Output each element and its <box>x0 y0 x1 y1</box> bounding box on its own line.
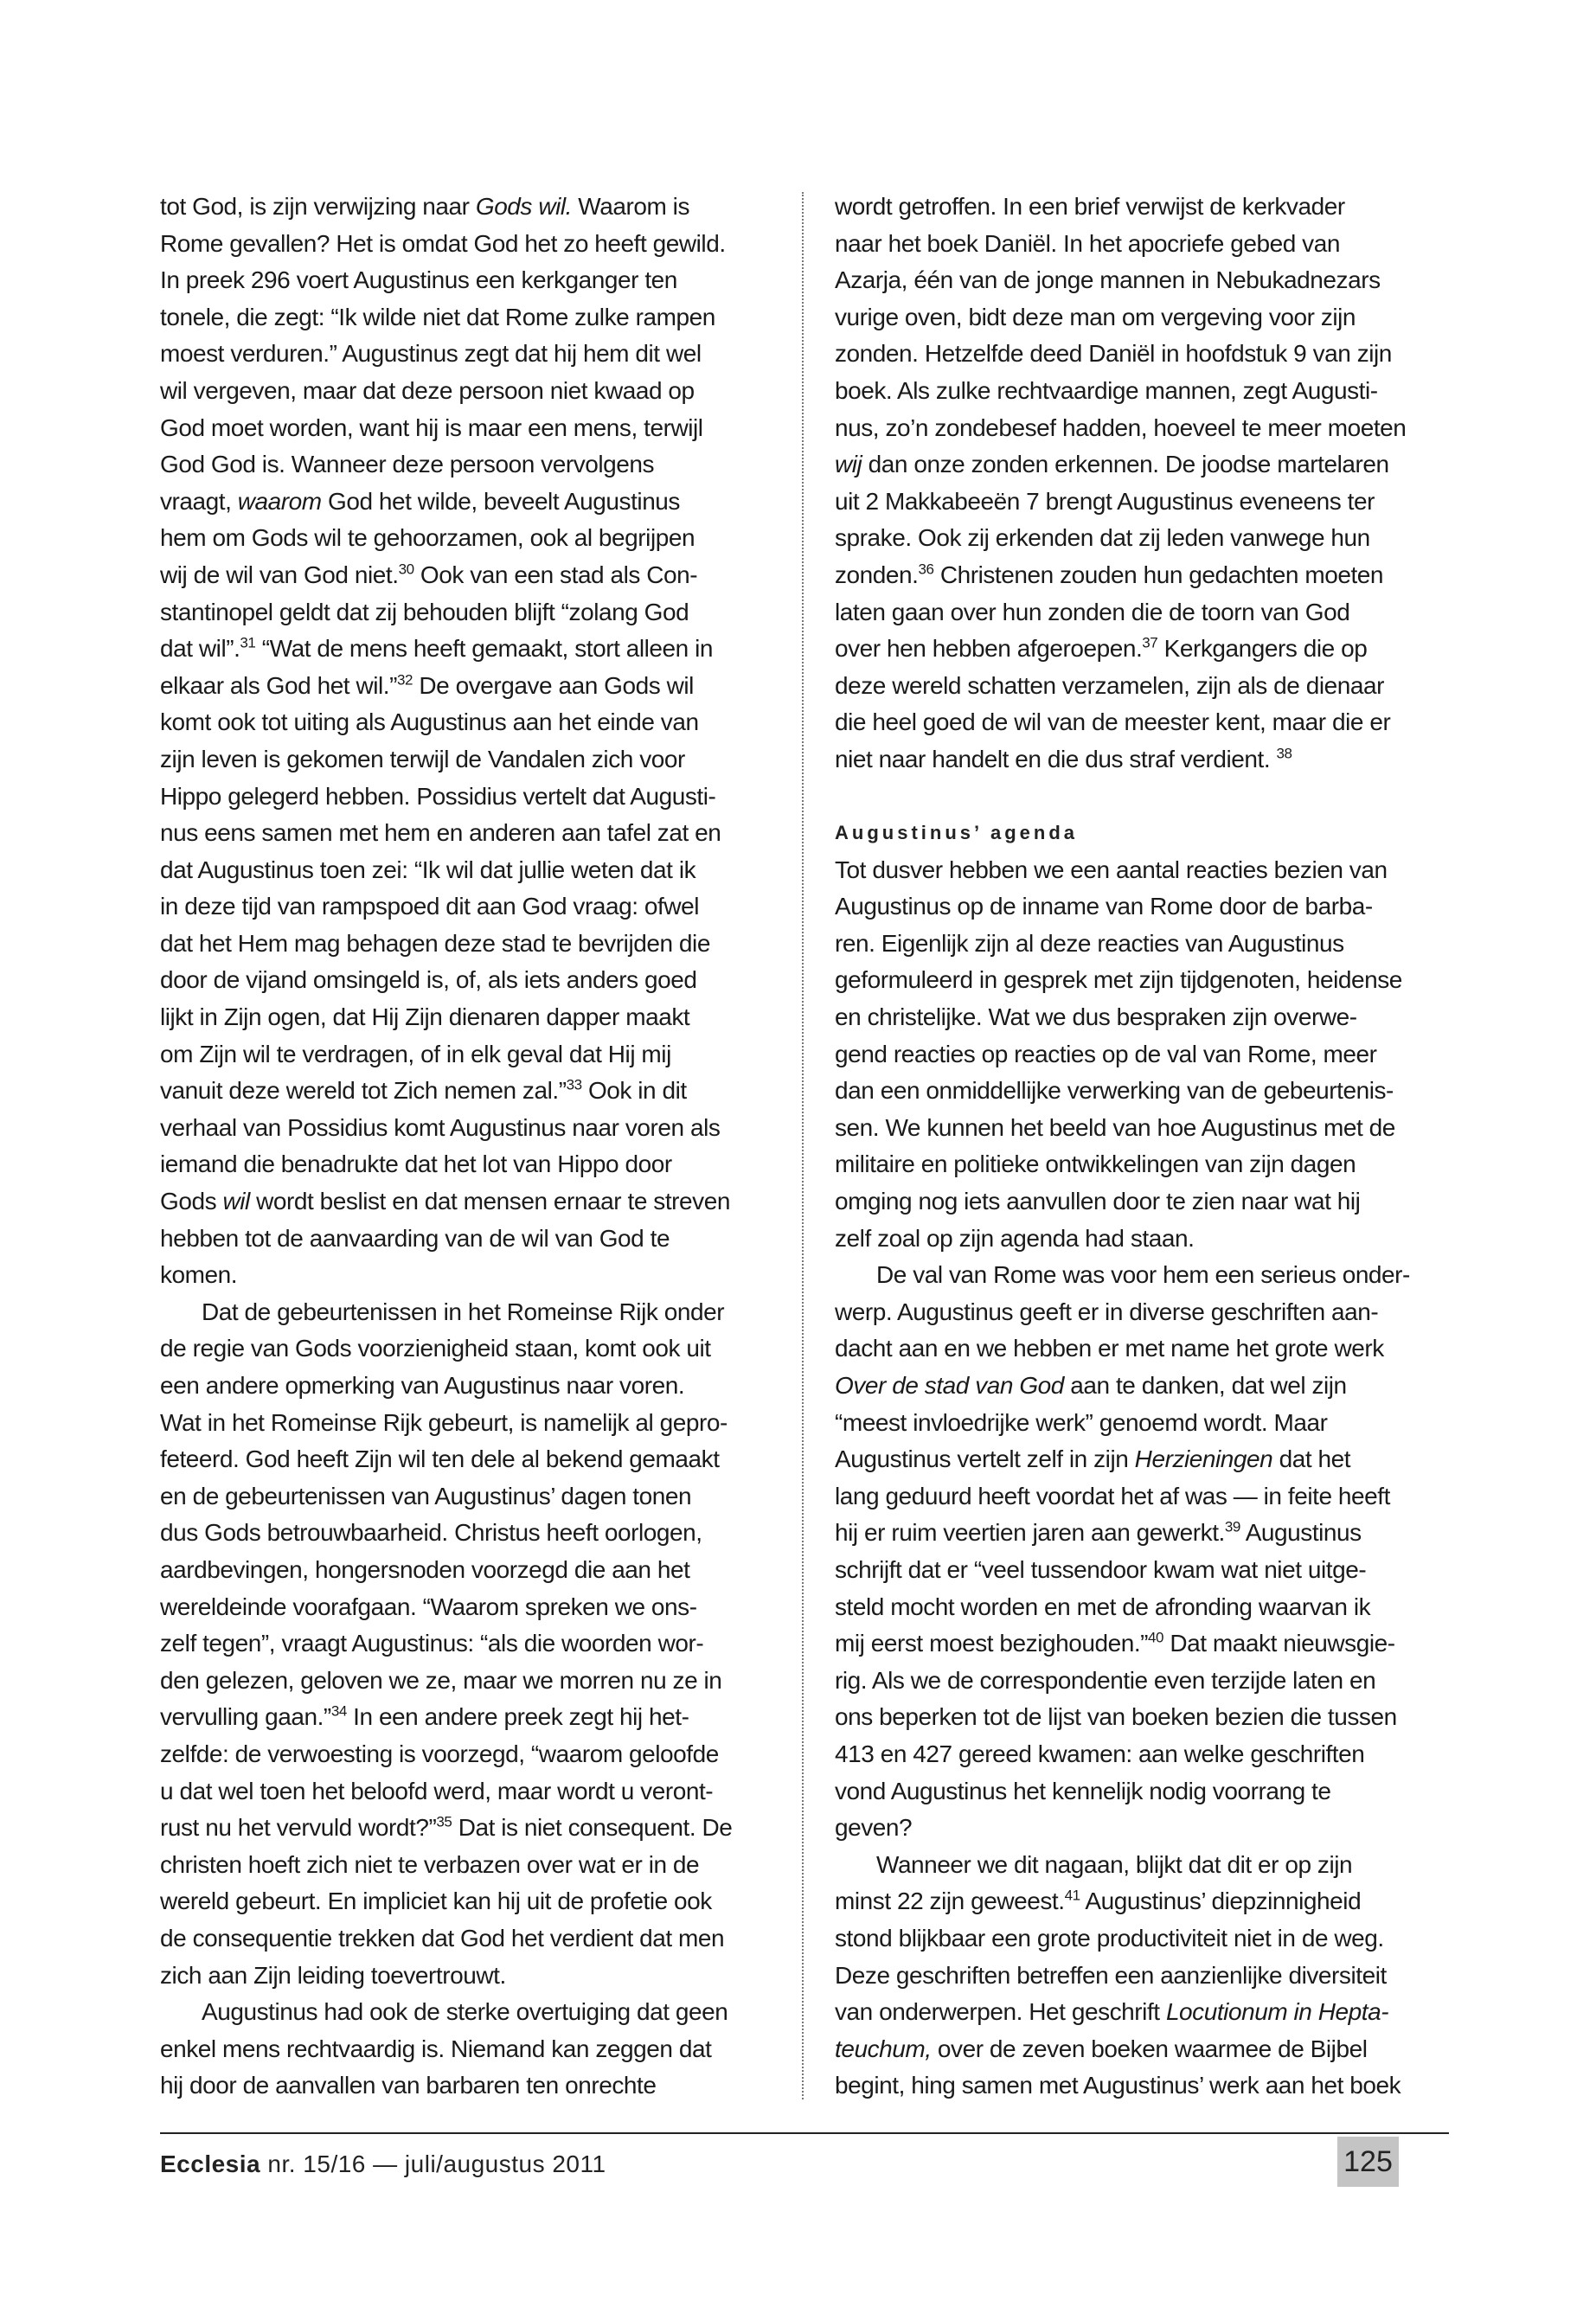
footnote-ref: 41 <box>1064 1887 1080 1904</box>
footnote-ref: 35 <box>436 1813 452 1830</box>
text-run: dat het Hem mag behagen deze stad te bevrijden die <box>160 929 710 957</box>
text-run: De val van Rome was voor hem een serieus onder- <box>876 1261 1410 1289</box>
text-run: Dat is niet consequent. De <box>452 1814 733 1842</box>
text-line <box>160 1699 731 1736</box>
text-line <box>835 410 1458 447</box>
text-run: rig. Als we de correspondentie even terzijde laten en <box>835 1666 1376 1694</box>
column-divider <box>802 192 804 2099</box>
text-line <box>835 668 1458 705</box>
text-line <box>160 1994 731 2031</box>
footer-citation <box>160 2150 606 2178</box>
text-line <box>160 594 731 631</box>
footnote-ref: 40 <box>1148 1629 1164 1646</box>
right-column <box>835 189 1458 2105</box>
text-run: geformuleerd in gesprek met zijn tijdgenoten, heidense <box>835 966 1402 994</box>
text-line <box>835 1257 1458 1294</box>
text-run: deze wereld schatten verzamelen, zijn als de dienaar <box>835 671 1384 699</box>
text-line <box>835 962 1458 999</box>
text-line <box>160 410 731 447</box>
text-run: nus eens samen met hem en anderen aan tafel zat en <box>160 819 721 847</box>
text-line <box>835 1958 1458 1995</box>
text-run: begint, hing samen met Augustinus’ werk aan het boek <box>835 2072 1401 2099</box>
text-run: Ook van een stad als Con- <box>413 561 698 588</box>
italic-run: Over de stad van God <box>835 1372 1064 1399</box>
text-run: minst 22 zijn geweest. <box>835 1888 1065 1915</box>
text-line <box>835 336 1458 373</box>
text-line <box>835 1699 1458 1736</box>
text-run: Augustinus had ook de sterke overtuiging dat geen <box>202 1998 728 2026</box>
text-run: Tot dusver hebben we een aantal reacties bezien van <box>835 856 1388 883</box>
text-line <box>835 1110 1458 1147</box>
text-line <box>835 484 1458 521</box>
text-run: de regie van Gods voorzienigheid staan, komt ook uit <box>160 1335 711 1362</box>
text-run: lijkt in Zijn ogen, dat Hij Zijn dienaren dapper maakt <box>160 1003 690 1031</box>
text-line <box>160 226 731 263</box>
text-line <box>835 1589 1458 1626</box>
text-run: zijn leven is gekomen terwijl de Vandalen zich voor <box>160 745 685 772</box>
text-line <box>835 704 1458 741</box>
text-line <box>160 741 731 779</box>
text-line <box>160 1883 731 1920</box>
text-line <box>160 1958 731 1995</box>
text-line <box>160 962 731 999</box>
text-run: Azarja, één van de jonge mannen in Nebukadnezars <box>835 266 1381 294</box>
text-run: Wat in het Romeinse Rijk gebeurt, is namelijk al gepro- <box>160 1408 727 1436</box>
text-run: vurige oven, bidt deze man om vergeving voor zijn <box>835 303 1356 330</box>
text-run: omging nog iets aanvullen door te zien naar wat hij <box>835 1188 1361 1215</box>
left-column <box>160 189 731 2105</box>
text-run: Christenen zouden hun gedachten moeten <box>933 561 1384 588</box>
text-line <box>835 1625 1458 1663</box>
text-run: tonele, die zegt: “Ik wilde niet dat Rome zulke rampen <box>160 303 715 330</box>
text-run: Deze geschriften betreffen een aanzienlijke diversiteit <box>835 1961 1387 1989</box>
text-run: moest verduren.” Augustinus zegt dat hij hem dit wel <box>160 340 702 368</box>
text-run: Augustinus vertelt zelf in zijn <box>835 1445 1135 1473</box>
text-line <box>160 1589 731 1626</box>
text-line <box>160 1073 731 1110</box>
text-run: lang geduurd heeft voordat het af was — in feite heeft <box>835 1482 1390 1509</box>
text-run: Hippo gelegerd hebben. Possidius vertelt dat Augusti- <box>160 782 716 810</box>
text-run: naar het boek Daniël. In het apocriefe gebed van <box>835 229 1340 257</box>
text-run: u dat wel toen het beloofd werd, maar wordt u veront- <box>160 1777 714 1804</box>
footnote-ref: 32 <box>397 671 413 689</box>
text-run: aan te danken, dat wel zijn <box>1063 1372 1347 1399</box>
text-run: wereld gebeurt. En impliciet kan hij uit de profetie ook <box>160 1888 712 1915</box>
text-run: God het wilde, beveelt Augustinus <box>321 487 680 515</box>
text-line <box>835 1073 1458 1110</box>
footnote-ref: 34 <box>330 1703 347 1721</box>
footnote-ref: 38 <box>1276 745 1292 762</box>
text-line <box>160 484 731 521</box>
text-line <box>835 631 1458 668</box>
text-line <box>835 1883 1458 1920</box>
text-run: Kerkgangers die op <box>1157 635 1368 663</box>
text-line <box>835 1405 1458 1442</box>
text-run: Dat de gebeurtenissen in het Romeinse Rijk onder <box>202 1298 725 1325</box>
text-run: God moet worden, want hij is maar een mens, terwijl <box>160 413 703 441</box>
text-run: de consequentie trekken dat God het verdient dat men <box>160 1924 725 1952</box>
text-line <box>835 520 1458 557</box>
text-run: om Zijn wil te verdragen, of in elk geval dat Hij mij <box>160 1040 671 1067</box>
text-run: over de zeven boeken waarmee de Bijbel <box>931 2035 1368 2062</box>
text-line <box>160 336 731 373</box>
text-line <box>160 1920 731 1958</box>
text-run: Augustinus’ diepzinnigheid <box>1080 1888 1362 1915</box>
text-line <box>835 557 1458 594</box>
text-run: wil vergeven, maar dat deze persoon niet kwaad op <box>160 376 695 404</box>
text-line <box>160 1552 731 1589</box>
text-line <box>160 1736 731 1773</box>
text-run: over hen hebben afgeroepen. <box>835 635 1143 663</box>
footer-rule <box>160 2132 1449 2134</box>
text-line <box>160 1294 731 1331</box>
text-run: van onderwerpen. Het geschrift <box>835 1998 1166 2026</box>
italic-run: Herzieningen <box>1134 1445 1273 1473</box>
text-line <box>160 1146 731 1183</box>
text-run: die heel goed de wil van de meester kent, maar die er <box>835 708 1391 736</box>
text-run: vervulling gaan.” <box>160 1703 331 1731</box>
text-run: Gods <box>160 1188 223 1215</box>
text-run: sprake. Ook zij erkenden dat zij leden vanwege hun <box>835 524 1370 552</box>
text-line <box>835 1183 1458 1221</box>
text-line <box>835 888 1458 926</box>
text-line <box>835 262 1458 299</box>
text-line <box>835 1810 1458 1847</box>
text-run: Dat maakt nieuwsgie- <box>1163 1630 1395 1657</box>
text-run: mij eerst moest bezighouden.” <box>835 1630 1149 1657</box>
text-line <box>835 1036 1458 1074</box>
text-line <box>835 779 1458 816</box>
text-run: Rome gevallen? Het is omdat God het zo heeft gewild. <box>160 229 726 257</box>
text-line <box>160 520 731 557</box>
text-run: en christelijke. Wat we dus bespraken zijn overwe- <box>835 1003 1357 1031</box>
text-run: God God is. Wanneer deze persoon vervolgens <box>160 451 655 478</box>
text-run: hij er ruim veertien jaren aan gewerkt. <box>835 1519 1225 1547</box>
text-line <box>835 1368 1458 1405</box>
text-line <box>160 2031 731 2068</box>
text-line <box>160 2067 731 2105</box>
text-run: Wanneer we dit nagaan, blijkt dat dit er op zijn <box>876 1850 1353 1878</box>
text-run: wordt beslist en dat mensen ernaar te streven <box>249 1188 730 1215</box>
text-line <box>160 1330 731 1368</box>
text-line <box>160 1405 731 1442</box>
text-run: Augustinus’ agenda <box>835 822 1079 844</box>
footnote-ref: 36 <box>918 561 934 578</box>
text-run: “meest invloedrijke werk” genoemd wordt. Maar <box>835 1408 1328 1436</box>
text-run: zelf tegen”, vraagt Augustinus: “als die woorden wor- <box>160 1630 704 1657</box>
text-line <box>160 852 731 889</box>
text-line <box>835 1736 1458 1773</box>
text-run: zelfde: de verwoesting is voorzegd, “waarom geloofde <box>160 1740 719 1767</box>
text-line <box>160 1183 731 1221</box>
text-line <box>835 2067 1458 2105</box>
text-run: den gelezen, geloven we ze, maar we morren nu ze in <box>160 1666 722 1694</box>
text-line <box>835 1994 1458 2031</box>
text-run: militaire en politieke ontwikkelingen van zijn dagen <box>835 1150 1356 1178</box>
text-run: Waarom is <box>571 193 690 220</box>
text-run: 413 en 427 gereed kwamen: aan welke geschriften <box>835 1740 1365 1767</box>
text-run: laten gaan over hun zonden die de toorn van God <box>835 598 1350 625</box>
text-run: dus Gods betrouwbaarheid. Christus heeft oorlogen, <box>160 1519 702 1547</box>
text-line <box>160 1773 731 1811</box>
text-run: ren. Eigenlijk zijn al deze reacties van Augustinus <box>835 929 1344 957</box>
text-line <box>160 262 731 299</box>
text-run: in deze tijd van rampspoed dit aan God vraag: ofwel <box>160 893 699 920</box>
text-run: wij de wil van God niet. <box>160 561 399 588</box>
text-run: In een andere preek zegt hij het- <box>346 1703 689 1731</box>
text-line <box>160 189 731 226</box>
text-line <box>835 1221 1458 1258</box>
text-run: en de gebeurtenissen van Augustinus’ dagen tonen <box>160 1482 692 1509</box>
text-line <box>160 1036 731 1074</box>
text-run: zich aan Zijn leiding toevertrouwt. <box>160 1961 506 1989</box>
italic-run: Gods wil. <box>475 193 572 220</box>
section-heading <box>835 815 1458 852</box>
text-run: rust nu het vervuld wordt?” <box>160 1814 437 1842</box>
text-line <box>160 1110 731 1147</box>
text-line <box>160 1625 731 1663</box>
text-run: aardbevingen, hongersnoden voorzegd die aan het <box>160 1555 690 1583</box>
text-line <box>835 299 1458 336</box>
text-run: Ook in dit <box>581 1077 687 1105</box>
text-run: werp. Augustinus geeft er in diverse geschriften aan- <box>835 1298 1379 1325</box>
footnote-ref: 31 <box>240 634 256 651</box>
text-run: hem om Gods wil te gehoorzamen, ook al begrijpen <box>160 524 695 552</box>
text-line <box>835 1663 1458 1700</box>
text-run: Augustinus <box>1240 1519 1362 1547</box>
footnote-ref: 39 <box>1224 1519 1240 1536</box>
text-line <box>160 631 731 668</box>
text-line <box>835 926 1458 963</box>
text-line <box>160 1478 731 1516</box>
text-line <box>160 1368 731 1405</box>
text-line <box>160 1221 731 1258</box>
footnote-ref: 37 <box>1142 634 1158 651</box>
text-run: hij door de aanvallen van barbaren ten onrechte <box>160 2072 657 2099</box>
text-line <box>160 704 731 741</box>
text-run: In preek 296 voert Augustinus een kerkganger ten <box>160 266 677 294</box>
text-run: hebben tot de aanvaarding van de wil van God te <box>160 1224 670 1252</box>
text-run: gend reacties op reacties op de val van Rome, meer <box>835 1040 1377 1067</box>
text-line <box>835 1146 1458 1183</box>
text-run: zonden. <box>835 561 919 588</box>
text-run: christen hoeft zich niet te verbazen over wat er in de <box>160 1850 700 1878</box>
text-run: dat het <box>1272 1445 1351 1473</box>
text-run: Augustinus op de inname van Rome door de barba- <box>835 893 1373 920</box>
text-run: door de vijand omsingeld is, of, als iets anders goed <box>160 966 697 994</box>
text-run: wordt getroffen. In een brief verwijst de kerkvader <box>835 193 1345 220</box>
italic-run: teuchum, <box>835 2035 932 2062</box>
text-line <box>835 226 1458 263</box>
text-run: De overgave aan Gods wil <box>413 671 694 699</box>
text-run: wereldeinde voorafgaan. “Waarom spreken we ons- <box>160 1593 697 1620</box>
text-line <box>160 1810 731 1847</box>
italic-run: wij <box>835 451 862 478</box>
text-line <box>835 1847 1458 1884</box>
journal-name: Ecclesia <box>160 2150 261 2177</box>
text-line <box>835 373 1458 410</box>
italic-run: wil <box>222 1188 250 1215</box>
page-number: 125 <box>1337 2137 1399 2187</box>
italic-run: Locutionum in Hepta- <box>1165 1998 1389 2026</box>
text-run: vanuit deze wereld tot Zich nemen zal.” <box>160 1077 567 1105</box>
text-run: ons beperken tot de lijst van boeken bezien die tussen <box>835 1703 1397 1731</box>
text-run: uit 2 Makkabeeën 7 brengt Augustinus eveneens ter <box>835 487 1375 515</box>
text-line <box>835 1773 1458 1811</box>
text-run: stond blijkbaar een grote productiviteit niet in de weg. <box>835 1924 1384 1952</box>
text-line <box>160 888 731 926</box>
text-run: een andere opmerking van Augustinus naar voren. <box>160 1372 685 1399</box>
text-run: verhaal van Possidius komt Augustinus naar voren als <box>160 1113 721 1141</box>
text-line <box>160 999 731 1036</box>
text-run: komt ook tot uiting als Augustinus aan het einde van <box>160 708 699 736</box>
text-run: dan onze zonden erkennen. De joodse martelaren <box>862 451 1389 478</box>
text-line <box>835 1515 1458 1552</box>
text-line <box>835 852 1458 889</box>
text-run: vraagt, <box>160 487 238 515</box>
text-line <box>160 1663 731 1700</box>
text-run: nus, zo’n zondebesef hadden, hoeveel te meer moeten <box>835 413 1407 441</box>
text-line <box>835 189 1458 226</box>
text-run: niet naar handelt en die dus straf verdient. <box>835 745 1277 772</box>
text-run: elkaar als God het wil.” <box>160 671 397 699</box>
text-run: iemand die benadrukte dat het lot van Hippo door <box>160 1150 672 1178</box>
text-line <box>835 1294 1458 1331</box>
text-run: zelf zoal op zijn agenda had staan. <box>835 1224 1195 1252</box>
italic-run: waarom <box>237 487 322 515</box>
text-run: “Wat de mens heeft gemaakt, stort alleen in <box>255 635 713 663</box>
text-run: komen. <box>160 1261 238 1289</box>
text-run: zonden. Hetzelfde deed Daniël in hoofdstuk 9 van zijn <box>835 340 1392 368</box>
text-run: dat Augustinus toen zei: “Ik wil dat jullie weten dat ik <box>160 856 696 883</box>
text-run: feteerd. God heeft Zijn wil ten dele al bekend gemaakt <box>160 1445 720 1473</box>
footnote-ref: 30 <box>398 561 414 578</box>
text-run: steld mocht worden en met de afronding waarvan ik <box>835 1593 1371 1620</box>
text-line <box>835 999 1458 1036</box>
text-run: dacht aan en we hebben er met name het grote werk <box>835 1335 1384 1362</box>
text-run: schrijft dat er “veel tussendoor kwam wat niet uitge- <box>835 1555 1367 1583</box>
text-line <box>160 779 731 816</box>
text-line <box>835 594 1458 631</box>
text-line <box>835 1441 1458 1478</box>
text-line <box>835 446 1458 484</box>
text-line <box>160 1847 731 1884</box>
text-line <box>160 1257 731 1294</box>
text-run: dan een onmiddellijke verwerking van de gebeurtenis- <box>835 1077 1394 1105</box>
text-line <box>835 1330 1458 1368</box>
text-run: tot God, is zijn verwijzing naar <box>160 193 476 220</box>
text-run: dat wil”. <box>160 635 240 663</box>
text-line <box>835 2031 1458 2068</box>
text-run: enkel mens rechtvaardig is. Niemand kan zeggen dat <box>160 2035 712 2062</box>
text-run: vond Augustinus het kennelijk nodig voorrang te <box>835 1777 1331 1804</box>
text-run: sen. We kunnen het beeld van hoe Augustinus met de <box>835 1113 1395 1141</box>
text-line <box>835 741 1458 779</box>
text-line <box>160 815 731 852</box>
footnote-ref: 33 <box>566 1076 582 1093</box>
text-line <box>160 299 731 336</box>
text-line <box>160 1515 731 1552</box>
text-run: stantinopel geldt dat zij behouden blijft “zolang God <box>160 598 689 625</box>
text-line <box>835 1552 1458 1589</box>
text-run: boek. Als zulke rechtvaardige mannen, zegt Augusti- <box>835 376 1378 404</box>
text-line <box>160 926 731 963</box>
text-line <box>160 668 731 705</box>
text-run: geven? <box>835 1814 913 1842</box>
text-line <box>160 1441 731 1478</box>
text-line <box>835 1920 1458 1958</box>
text-line <box>835 1478 1458 1516</box>
text-line <box>160 557 731 594</box>
text-line <box>160 373 731 410</box>
text-line <box>160 446 731 484</box>
issue-info: nr. 15/16 — juli/augustus 2011 <box>260 2150 606 2177</box>
